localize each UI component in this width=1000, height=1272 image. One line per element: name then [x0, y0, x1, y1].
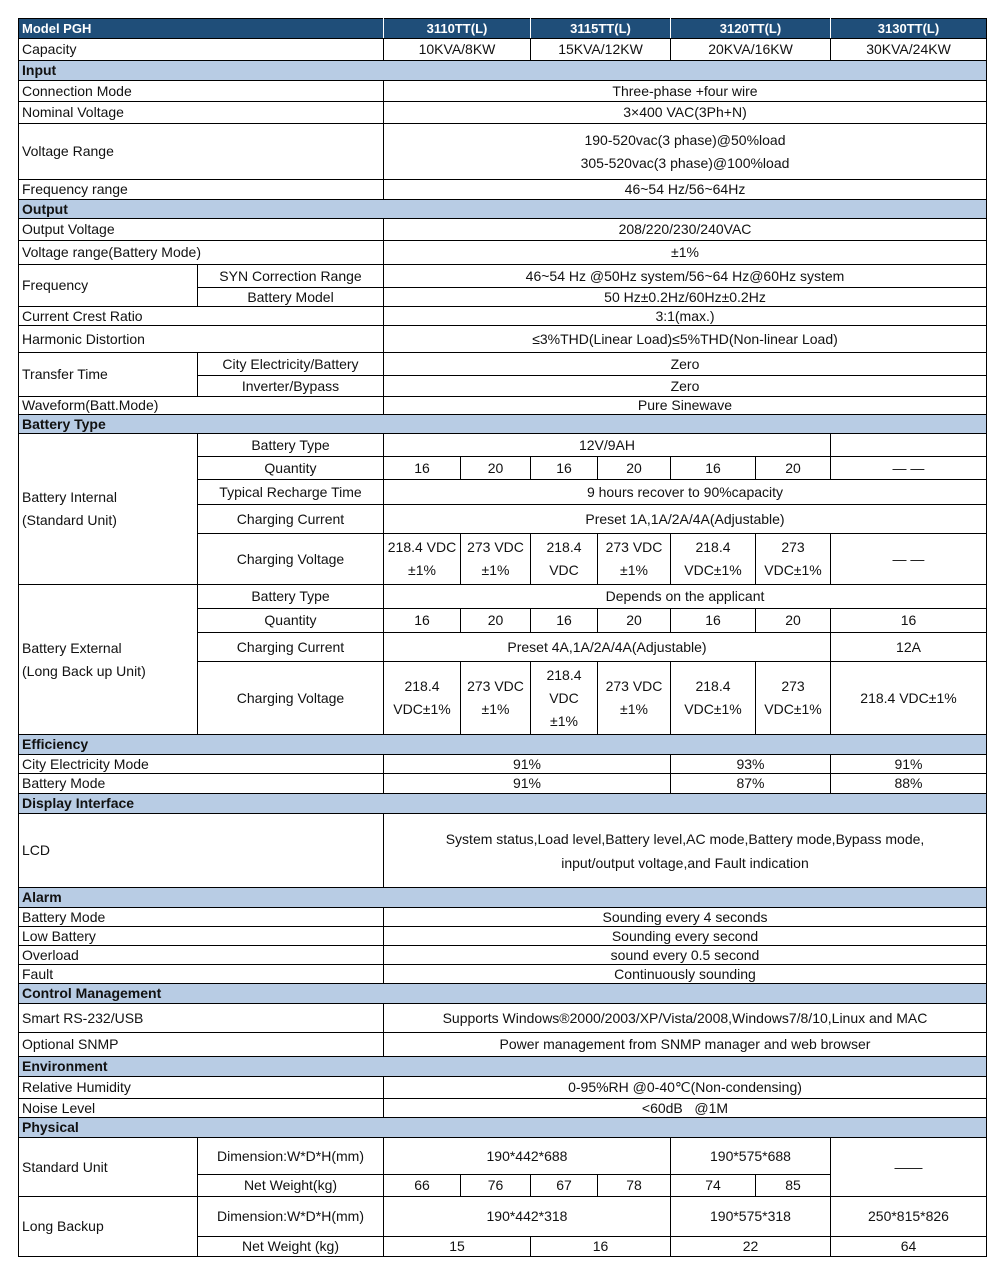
model-3130-header: 3130TT(L): [831, 19, 987, 39]
internal-charging-current-value: Preset 1A,1A/2A/4A(Adjustable): [384, 505, 987, 534]
frequency-label: Frequency: [19, 265, 198, 307]
external-quantity-cell: 16: [384, 609, 461, 633]
cell-line: ±1%: [481, 562, 510, 578]
external-charging-voltage-cell: [671, 662, 756, 735]
lcd-value: [384, 814, 987, 888]
section-output-title: Output: [19, 200, 987, 219]
cell-line: VDC±1%: [684, 562, 742, 578]
internal-quantity-cell: 16: [531, 457, 598, 480]
spec-table: [18, 18, 987, 1257]
efficiency-battery-label: Battery Mode: [19, 774, 384, 794]
cell-line: 218.4: [546, 666, 582, 683]
internal-quantity-label: Quantity: [198, 457, 384, 480]
long-backup-dimension-3110-3115: 190*442*318: [384, 1197, 671, 1237]
cell-line: VDC±1%: [684, 701, 742, 717]
alarm-row: [19, 927, 987, 946]
long-backup-dimension-label: Dimension:W*D*H(mm): [198, 1197, 384, 1237]
alarm-overload-label: Overload: [19, 946, 384, 965]
frequency-range-label: Frequency range: [19, 180, 384, 200]
section-alarm-row: [19, 888, 987, 908]
inverter-bypass-label: Inverter/Bypass: [198, 376, 384, 397]
internal-battery-type-3130: [831, 434, 987, 457]
cell-line: 273: [781, 539, 805, 555]
external-charging-current-3130: 12A: [831, 633, 987, 662]
crest-ratio-value: 3:1(max.): [384, 307, 987, 326]
city-battery-label: City Electricity/Battery: [198, 353, 384, 376]
cell-line: VDC: [549, 562, 579, 578]
internal-charging-voltage-cell: [384, 534, 461, 585]
lcd-line-2: input/output voltage,and Fault indication: [561, 854, 809, 871]
waveform-row: [19, 397, 987, 415]
output-voltage-label: Output Voltage: [19, 219, 384, 241]
standard-weight-cell: 74: [671, 1175, 756, 1197]
nominal-voltage-row: [19, 102, 987, 124]
standard-dimension-label: Dimension:W*D*H(mm): [198, 1138, 384, 1175]
internal-charging-voltage-cell: [671, 534, 756, 585]
section-control-row: [19, 984, 987, 1004]
output-voltage-value: 208/220/230/240VAC: [384, 219, 987, 241]
efficiency-city-row: [19, 755, 987, 774]
internal-charging-voltage-cell: [756, 534, 831, 585]
snmp-row: [19, 1033, 987, 1057]
model-3110-header: 3110TT(L): [384, 19, 531, 39]
rs232-row: [19, 1004, 987, 1033]
cell-line: ±1%: [620, 562, 648, 578]
cell-line: 218.4: [695, 678, 731, 694]
battery-external-label: [19, 585, 198, 735]
section-input-title: Input: [19, 61, 987, 81]
capacity-3120: 20KVA/16KW: [671, 39, 831, 61]
internal-charging-current-label: Charging Current: [198, 505, 384, 534]
humidity-row: [19, 1077, 987, 1099]
long-backup-label: Long Backup: [19, 1197, 198, 1257]
external-quantity-label: Quantity: [198, 609, 384, 633]
standard-weight-cell: 76: [461, 1175, 531, 1197]
external-quantity-cell: 20: [598, 609, 671, 633]
external-battery-type-label: Battery Type: [198, 585, 384, 609]
long-backup-weight-3130: 64: [831, 1237, 987, 1257]
battery-external-label-line-1: Battery External: [22, 639, 122, 656]
long-backup-dimension-row: [19, 1197, 987, 1237]
humidity-value: 0-95%RH @0-40℃(Non-condensing): [384, 1077, 987, 1099]
frequency-range-value: 46~54 Hz/56~64Hz: [384, 180, 987, 200]
recharge-time-value: 9 hours recover to 90%capacity: [384, 480, 987, 505]
external-charging-voltage-cell: [756, 662, 831, 735]
alarm-low-battery-label: Low Battery: [19, 927, 384, 946]
rs232-value: Supports Windows®2000/2003/XP/Vista/2008,Windows7/8/10,Linux and MAC: [384, 1004, 987, 1033]
efficiency-city-3130: 91%: [831, 755, 987, 774]
inverter-bypass-value: Zero: [384, 376, 987, 397]
efficiency-battery-3110-3115: 91%: [384, 774, 671, 794]
cell-line: VDC±1%: [764, 701, 822, 717]
alarm-row: [19, 965, 987, 984]
external-charging-current-label: Charging Current: [198, 633, 384, 662]
capacity-3110: 10KVA/8KW: [384, 39, 531, 61]
efficiency-battery-3130: 88%: [831, 774, 987, 794]
snmp-label: Optional SNMP: [19, 1033, 384, 1057]
efficiency-city-3120: 93%: [671, 755, 831, 774]
internal-quantity-cell: 20: [756, 457, 831, 480]
voltage-range-line-1: 190-520vac(3 phase)@50%load: [584, 131, 786, 148]
section-battery-row: [19, 415, 987, 434]
capacity-3115: 15KVA/12KW: [531, 39, 671, 61]
voltage-range-value: [384, 124, 987, 180]
cell-line: 273 VDC: [467, 539, 524, 555]
crest-ratio-label: Current Crest Ratio: [19, 307, 384, 326]
battery-external-label-line-2: (Long Back up Unit): [22, 662, 146, 679]
standard-unit-label: Standard Unit: [19, 1138, 198, 1197]
standard-weight-cell: 78: [598, 1175, 671, 1197]
long-backup-weight-3110: 15: [384, 1237, 531, 1257]
output-voltage-row: [19, 219, 987, 241]
external-charging-voltage-cell: [531, 662, 598, 735]
frequency-range-row: [19, 180, 987, 200]
section-battery-title: Battery Type: [19, 415, 987, 434]
section-efficiency-row: [19, 735, 987, 755]
alarm-row: [19, 946, 987, 965]
voltage-range-battery-label: Voltage range(Battery Mode): [19, 241, 384, 265]
model-3120-header: 3120TT(L): [671, 19, 831, 39]
capacity-label: Capacity: [19, 39, 384, 61]
snmp-value: Power management from SNMP manager and web browser: [384, 1033, 987, 1057]
standard-3130-na: ——: [831, 1138, 987, 1197]
cell-line: VDC: [549, 689, 579, 706]
recharge-time-label: Typical Recharge Time: [198, 480, 384, 505]
alarm-battery-mode-value: Sounding every 4 seconds: [384, 908, 987, 927]
cell-line: 273 VDC: [467, 678, 524, 694]
lcd-label: LCD: [19, 814, 384, 888]
internal-charging-voltage-cell: [598, 534, 671, 585]
syn-correction-label: SYN Correction Range: [198, 265, 384, 288]
city-battery-value: Zero: [384, 353, 987, 376]
external-charging-current-value: Preset 4A,1A/2A/4A(Adjustable): [384, 633, 831, 662]
cell-line: 218.4: [695, 539, 731, 555]
battery-internal-label: [19, 434, 198, 585]
voltage-range-row: [19, 124, 987, 180]
crest-ratio-row: [19, 307, 987, 326]
section-display-title: Display Interface: [19, 794, 987, 814]
long-backup-dimension-3130: 250*815*826: [831, 1197, 987, 1237]
efficiency-battery-3120: 87%: [671, 774, 831, 794]
external-quantity-cell: 16: [831, 609, 987, 633]
cell-line: 218.4: [546, 539, 582, 555]
internal-battery-type-label: Battery Type: [198, 434, 384, 457]
external-quantity-cell: 20: [461, 609, 531, 633]
alarm-fault-label: Fault: [19, 965, 384, 984]
nominal-voltage-label: Nominal Voltage: [19, 102, 384, 124]
external-charging-voltage-cell: [461, 662, 531, 735]
section-display-row: [19, 794, 987, 814]
cell-line: VDC±1%: [393, 701, 451, 717]
voltage-range-battery-value: ±1%: [384, 241, 987, 265]
cell-line: ±1%: [408, 562, 436, 578]
cell-line: 218.4 VDC: [387, 539, 457, 555]
long-backup-weight-3115: 16: [531, 1237, 671, 1257]
waveform-value: Pure Sinewave: [384, 397, 987, 415]
cell-line: 273 VDC: [605, 678, 663, 694]
capacity-row: [19, 39, 987, 61]
cell-line: VDC±1%: [764, 562, 822, 578]
alarm-low-battery-value: Sounding every second: [384, 927, 987, 946]
external-quantity-cell: 20: [756, 609, 831, 633]
section-physical-row: [19, 1118, 987, 1138]
nominal-voltage-value: 3×400 VAC(3Ph+N): [384, 102, 987, 124]
external-charging-voltage-label: Charging Voltage: [198, 662, 384, 735]
capacity-3130: 30KVA/24KW: [831, 39, 987, 61]
syn-correction-value: 46~54 Hz @50Hz system/56~64 Hz@60Hz system: [384, 265, 987, 288]
harmonic-distortion-row: [19, 326, 987, 353]
internal-quantity-cell: 16: [384, 457, 461, 480]
cell-line: 273 VDC: [605, 539, 663, 555]
cell-line: 273: [781, 678, 805, 694]
standard-weight-cell: 85: [756, 1175, 831, 1197]
cell-line: ±1%: [550, 712, 578, 729]
lcd-line-1: System status,Load level,Battery level,AC mode,Battery mode,Bypass mode,: [445, 830, 925, 847]
external-battery-type-value: Depends on the applicant: [384, 585, 987, 609]
battery-model-label: Battery Model: [198, 288, 384, 307]
connection-mode-label: Connection Mode: [19, 81, 384, 102]
long-backup-weight-3120: 22: [671, 1237, 831, 1257]
lcd-row: [19, 814, 987, 888]
alarm-battery-mode-label: Battery Mode: [19, 908, 384, 927]
cell-line: ±1%: [620, 701, 648, 717]
cell-line: ±1%: [481, 701, 510, 717]
internal-charging-voltage-label: Charging Voltage: [198, 534, 384, 585]
spec-table-body: [19, 19, 987, 1257]
internal-quantity-cell: — —: [831, 457, 987, 480]
internal-charging-voltage-cell: — —: [831, 534, 987, 585]
section-efficiency-title: Efficiency: [19, 735, 987, 755]
long-backup-dimension-3120: 190*575*318: [671, 1197, 831, 1237]
external-quantity-cell: 16: [671, 609, 756, 633]
humidity-label: Relative Humidity: [19, 1077, 384, 1099]
internal-charging-voltage-cell: [461, 534, 531, 585]
battery-internal-label-line-2: (Standard Unit): [22, 512, 117, 528]
voltage-range-battery-row: [19, 241, 987, 265]
external-battery-type-row: [19, 585, 987, 609]
battery-internal-label-line-1: Battery Internal: [22, 489, 117, 505]
section-environment-title: Environment: [19, 1057, 987, 1077]
internal-charging-voltage-cell: [531, 534, 598, 585]
waveform-label: Waveform(Batt.Mode): [19, 397, 384, 415]
standard-weight-label: Net Weight(kg): [198, 1175, 384, 1197]
connection-mode-value: Three-phase +four wire: [384, 81, 987, 102]
standard-dimension-row: [19, 1138, 987, 1175]
noise-row: [19, 1099, 987, 1118]
standard-weight-cell: 66: [384, 1175, 461, 1197]
internal-battery-type-value: 12V/9AH: [384, 434, 831, 457]
section-input-row: [19, 61, 987, 81]
voltage-range-line-2: 305-520vac(3 phase)@100%load: [580, 154, 790, 171]
model-series-label: Model PGH: [19, 19, 384, 39]
model-header-row: [19, 19, 987, 39]
section-environment-row: [19, 1057, 987, 1077]
section-control-title: Control Management: [19, 984, 987, 1004]
external-charging-voltage-cell: [384, 662, 461, 735]
battery-model-value: 50 Hz±0.2Hz/60Hz±0.2Hz: [384, 288, 987, 307]
section-output-row: [19, 200, 987, 219]
long-backup-weight-label: Net Weight (kg): [198, 1237, 384, 1257]
internal-quantity-cell: 20: [461, 457, 531, 480]
harmonic-distortion-label: Harmonic Distortion: [19, 326, 384, 353]
transfer-city-row: [19, 353, 987, 376]
connection-mode-row: [19, 81, 987, 102]
external-quantity-cell: 16: [531, 609, 598, 633]
cell-line: 218.4: [404, 678, 440, 694]
noise-label: Noise Level: [19, 1099, 384, 1118]
external-charging-voltage-cell: [598, 662, 671, 735]
model-3115-header: 3115TT(L): [531, 19, 671, 39]
section-alarm-title: Alarm: [19, 888, 987, 908]
transfer-time-label: Transfer Time: [19, 353, 198, 397]
efficiency-city-3110-3115: 91%: [384, 755, 671, 774]
internal-battery-type-row: [19, 434, 987, 457]
harmonic-distortion-value: ≤3%THD(Linear Load)≤5%THD(Non-linear Load): [384, 326, 987, 353]
rs232-label: Smart RS-232/USB: [19, 1004, 384, 1033]
efficiency-city-label: City Electricity Mode: [19, 755, 384, 774]
voltage-range-label: Voltage Range: [19, 124, 384, 180]
internal-quantity-cell: 20: [598, 457, 671, 480]
section-physical-title: Physical: [19, 1118, 987, 1138]
standard-dimension-3120: 190*575*688: [671, 1138, 831, 1175]
alarm-overload-value: sound every 0.5 second: [384, 946, 987, 965]
internal-quantity-cell: 16: [671, 457, 756, 480]
external-charging-voltage-cell: 218.4 VDC±1%: [831, 662, 987, 735]
efficiency-battery-row: [19, 774, 987, 794]
noise-value: <60dB @1M: [384, 1099, 987, 1118]
standard-weight-cell: 67: [531, 1175, 598, 1197]
standard-dimension-3110-3115: 190*442*688: [384, 1138, 671, 1175]
frequency-syn-row: [19, 265, 987, 288]
alarm-row: [19, 908, 987, 927]
alarm-fault-value: Continuously sounding: [384, 965, 987, 984]
